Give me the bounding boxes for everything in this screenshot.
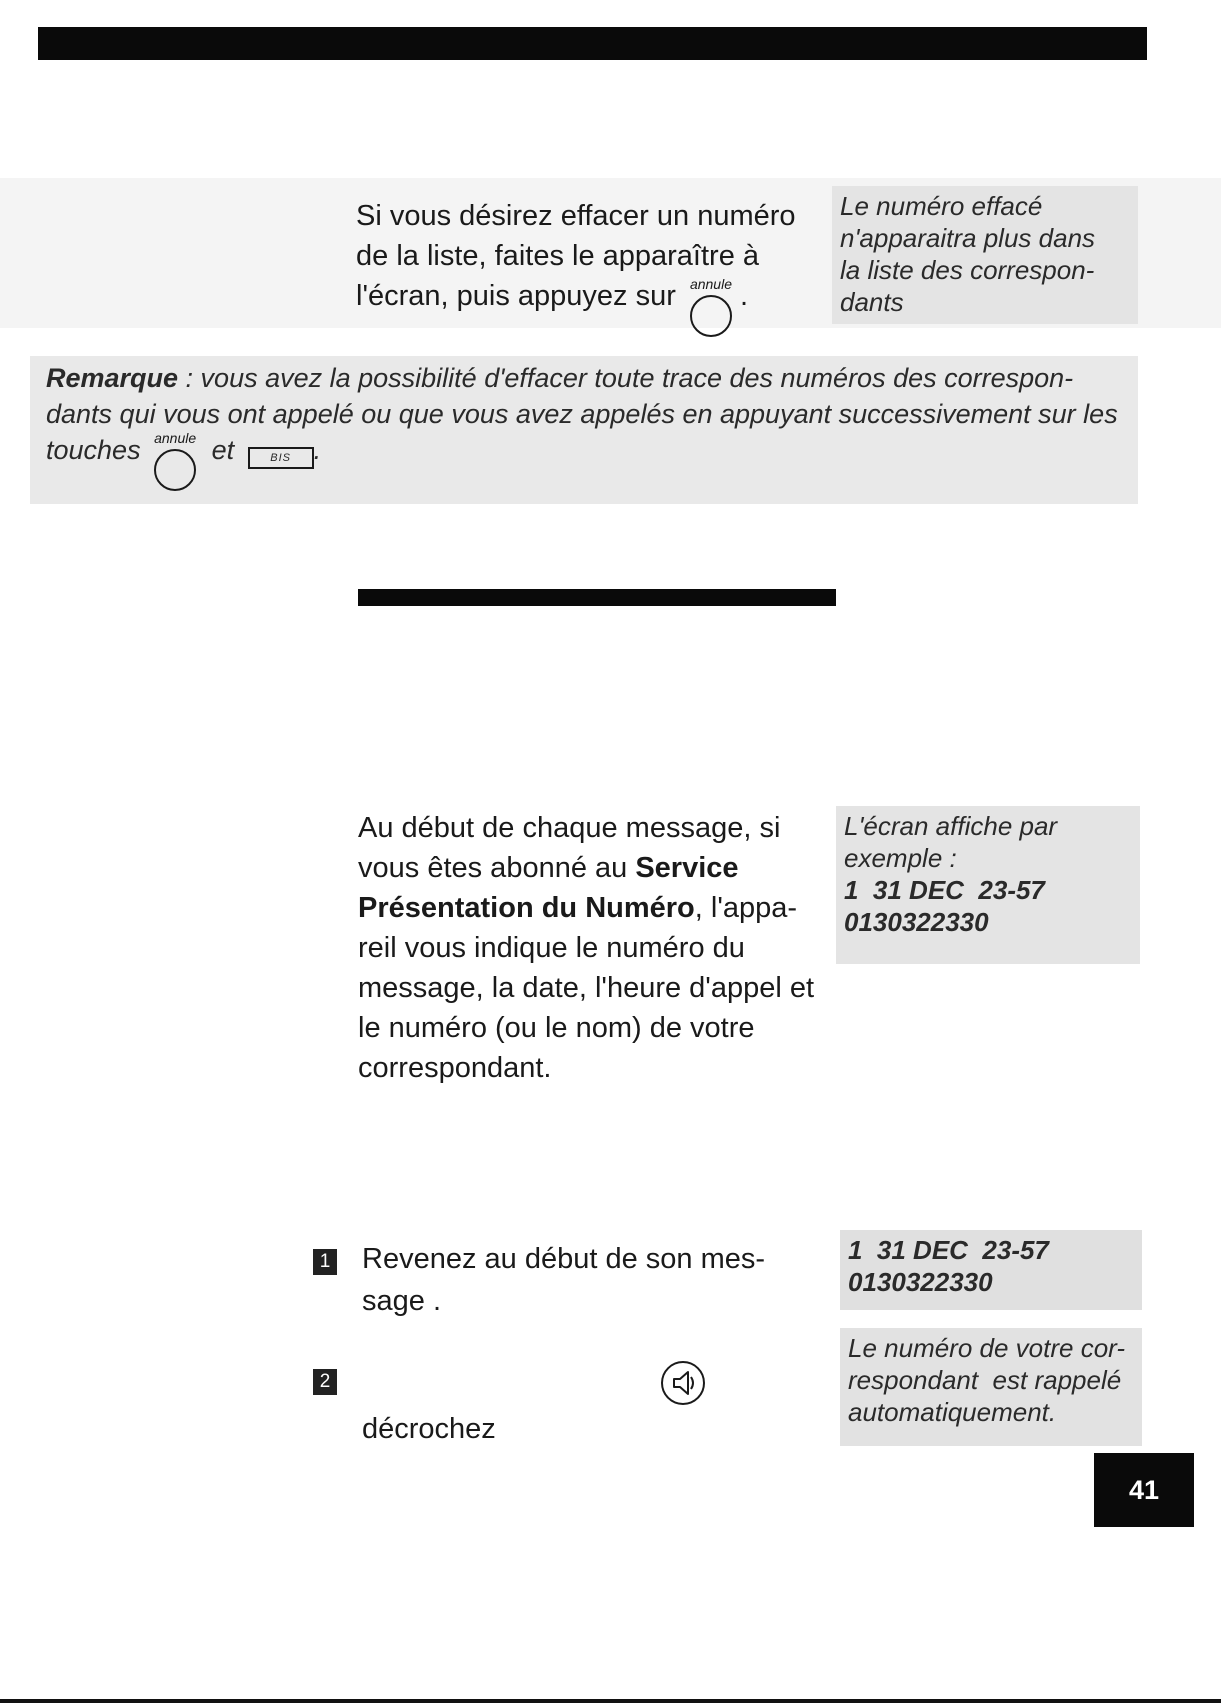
note-line: respondant est rappelé xyxy=(848,1365,1122,1395)
remark-lead: Remarque xyxy=(46,363,179,393)
remark-end: . xyxy=(313,435,322,465)
step-text: décrochez xyxy=(362,1413,496,1445)
display-line: 0130322330 xyxy=(844,907,989,937)
annule-key-icon xyxy=(152,430,200,491)
callback-note xyxy=(840,1328,1142,1446)
note-line: Le numéro de votre cor- xyxy=(848,1333,1125,1363)
erase-instruction xyxy=(356,196,826,337)
display-example-note xyxy=(836,806,1140,964)
bis-key-icon: BIS xyxy=(248,447,314,469)
step-number: 1 xyxy=(313,1249,337,1275)
note-line: exemple : xyxy=(844,843,957,873)
display-line: 1 31 DEC 23-57 xyxy=(848,1235,1049,1265)
annule-key-label: annule xyxy=(689,276,732,292)
annule-key-icon xyxy=(688,276,736,337)
caller-id-service-name: Service Présentation du Numéro xyxy=(358,852,739,924)
note-line: n'apparaitra plus dans xyxy=(840,223,1096,253)
note-line: Le numéro effacé xyxy=(840,191,1043,221)
bottom-border xyxy=(0,1699,1221,1703)
remark-paragraph xyxy=(46,360,1136,491)
note-line: L'écran affiche par xyxy=(844,811,1058,841)
remark-text: : vous avez la possibilité d'effacer toute trace des numéros des correspon-dants qui vous ont appelé ou que vous avez appelés en appuyant successivement sur les touches xyxy=(46,363,1118,465)
annule-key-label: annule xyxy=(154,430,197,446)
erase-instruction-text: Si vous désirez effacer un numéro de la liste, faites le apparaître à l'écran, puis appuyez sur xyxy=(356,200,796,312)
note-line: la liste des correspon- xyxy=(840,255,1095,285)
note-line: automatiquement. xyxy=(848,1397,1057,1427)
page-number: 41 xyxy=(1094,1453,1194,1527)
speaker-icon xyxy=(660,1360,706,1406)
remark-connector: et xyxy=(211,435,235,465)
note-line: dants xyxy=(840,287,904,317)
erased-number-note xyxy=(832,186,1138,324)
display-line: 0130322330 xyxy=(848,1267,993,1297)
caller-id-paragraph xyxy=(358,808,828,1088)
step-number: 2 xyxy=(313,1369,337,1395)
caller-id-text-before: Au début de chaque message, si vous êtes abonné au xyxy=(358,812,781,884)
display-line: 1 31 DEC 23-57 xyxy=(844,875,1045,905)
caller-display xyxy=(840,1230,1142,1310)
erase-instruction-end: . xyxy=(739,280,749,312)
caller-id-text-after: , l'appa-reil vous indique le numéro du message, la date, l'heure d'appel et le numéro (ou le nom) de votre correspondant. xyxy=(358,892,815,1084)
section-divider-bar xyxy=(358,589,836,606)
top-header-bar xyxy=(38,27,1147,60)
step-text: Revenez au début de son mes-sage . xyxy=(362,1243,766,1317)
